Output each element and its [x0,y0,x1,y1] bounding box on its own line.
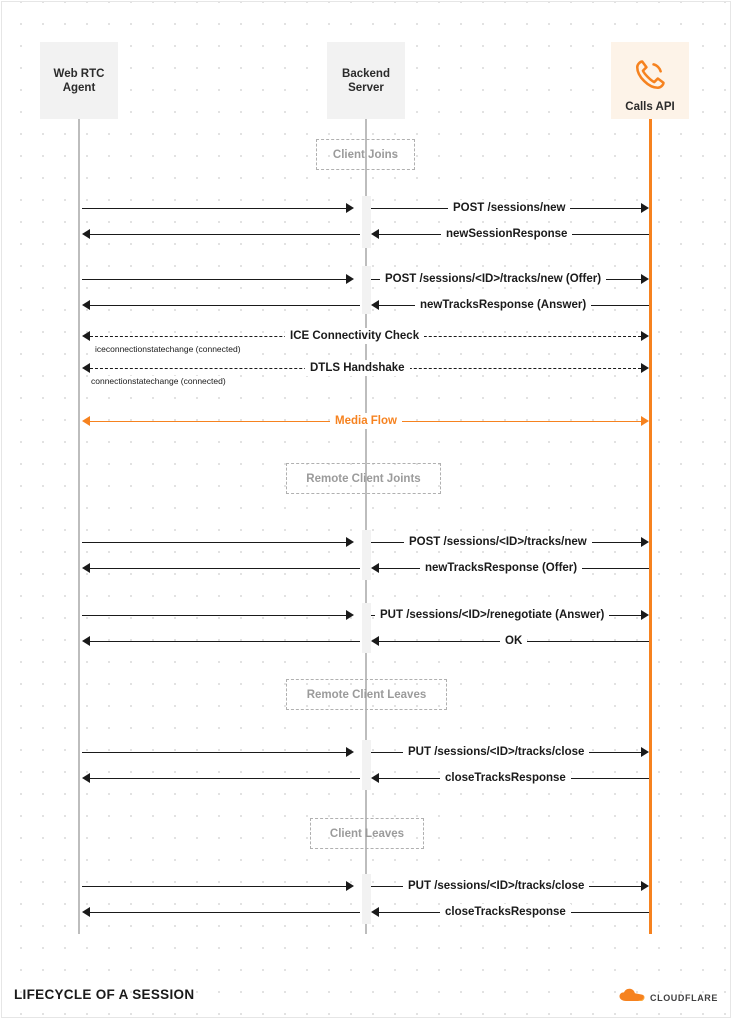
arrowhead [82,331,90,341]
arrowhead [371,300,379,310]
arrowhead [641,537,649,547]
message-label: DTLS Handshake [305,360,410,376]
message-label: Media Flow [330,413,402,429]
message-line-left [82,615,346,616]
message-sublabel: connectionstatechange (connected) [88,376,229,387]
arrowhead [82,416,90,426]
arrowhead [371,229,379,239]
arrowhead [641,747,649,757]
arrowhead [641,203,649,213]
arrowhead [346,881,354,891]
arrowhead [641,416,649,426]
actor-label: Backend [342,67,390,80]
message-row [0,633,732,651]
message-row [0,770,732,788]
message-line-left [90,305,360,306]
phase-label: Remote Client Leaves [306,688,427,701]
phase-client-joins [316,139,415,170]
arrowhead [641,610,649,620]
message-row [0,226,732,244]
arrowhead [82,563,90,573]
phase-label: Client Joins [332,148,399,161]
message-label: closeTracksResponse [440,904,571,920]
arrowhead [82,636,90,646]
arrowhead [82,773,90,783]
message-line-left [82,208,346,209]
arrowhead [82,300,90,310]
message-label: newSessionResponse [441,226,572,242]
message-row [0,904,732,922]
message-label: newTracksResponse (Answer) [415,297,591,313]
message-row [0,271,732,289]
message-label: PUT /sessions/<ID>/tracks/close [403,744,589,760]
actor-label: Calls API [625,101,675,113]
phase-remote-client-joins [286,463,441,494]
actor-backend-server [327,42,405,119]
arrowhead [346,610,354,620]
arrowhead [346,274,354,284]
message-row [0,413,732,431]
phase-client-leaves [310,818,424,849]
message-label: PUT /sessions/<ID>/renegotiate (Answer) [375,607,609,623]
message-label: OK [500,633,527,649]
arrowhead [371,563,379,573]
arrowhead [82,363,90,373]
message-line-left [90,568,360,569]
phone-icon [633,58,667,96]
message-line-left [90,778,360,779]
message-row [0,360,732,386]
message-label: POST /sessions/new [448,200,570,216]
message-sublabel: iceconnectionstatechange (connected) [92,344,244,355]
message-line-left [82,542,346,543]
message-row [0,607,732,625]
actor-calls-api [611,42,689,119]
phase-label: Client Leaves [329,827,405,840]
actor-label: Agent [62,81,96,94]
message-row [0,297,732,315]
arrowhead [346,203,354,213]
arrowhead [346,537,354,547]
arrowhead [82,907,90,917]
message-line-left [82,752,346,753]
cloud-icon [619,988,645,1007]
arrowhead [641,331,649,341]
message-label: newTracksResponse (Offer) [420,560,582,576]
actor-label: Web RTC [53,67,105,80]
arrowhead [82,229,90,239]
arrowhead [371,773,379,783]
message-line-left [90,912,360,913]
message-line-left [82,886,346,887]
arrowhead [641,881,649,891]
message-row [0,200,732,218]
brand-label: CLOUDFLARE [650,992,718,1003]
arrowhead [371,907,379,917]
page-title: LIFECYCLE OF A SESSION [14,987,195,1002]
arrowhead [371,636,379,646]
message-label: POST /sessions/<ID>/tracks/new [404,534,592,550]
arrowhead [346,747,354,757]
actor-label: Server [348,81,384,94]
message-line-left [82,279,346,280]
message-label: ICE Connectivity Check [285,328,424,344]
arrowhead [641,363,649,373]
message-label: POST /sessions/<ID>/tracks/new (Offer) [380,271,606,287]
message-label: PUT /sessions/<ID>/tracks/close [403,878,589,894]
phase-remote-client-leaves [286,679,447,710]
message-line-left [90,641,360,642]
message-label: closeTracksResponse [440,770,571,786]
arrowhead [641,274,649,284]
message-line-left [90,234,360,235]
actor-webrtc-agent [40,42,118,119]
message-row [0,328,732,354]
message-row [0,560,732,578]
message-row [0,534,732,552]
message-row [0,744,732,762]
cloudflare-logo [619,988,718,1007]
phase-label: Remote Client Joints [306,472,421,485]
message-row [0,878,732,896]
